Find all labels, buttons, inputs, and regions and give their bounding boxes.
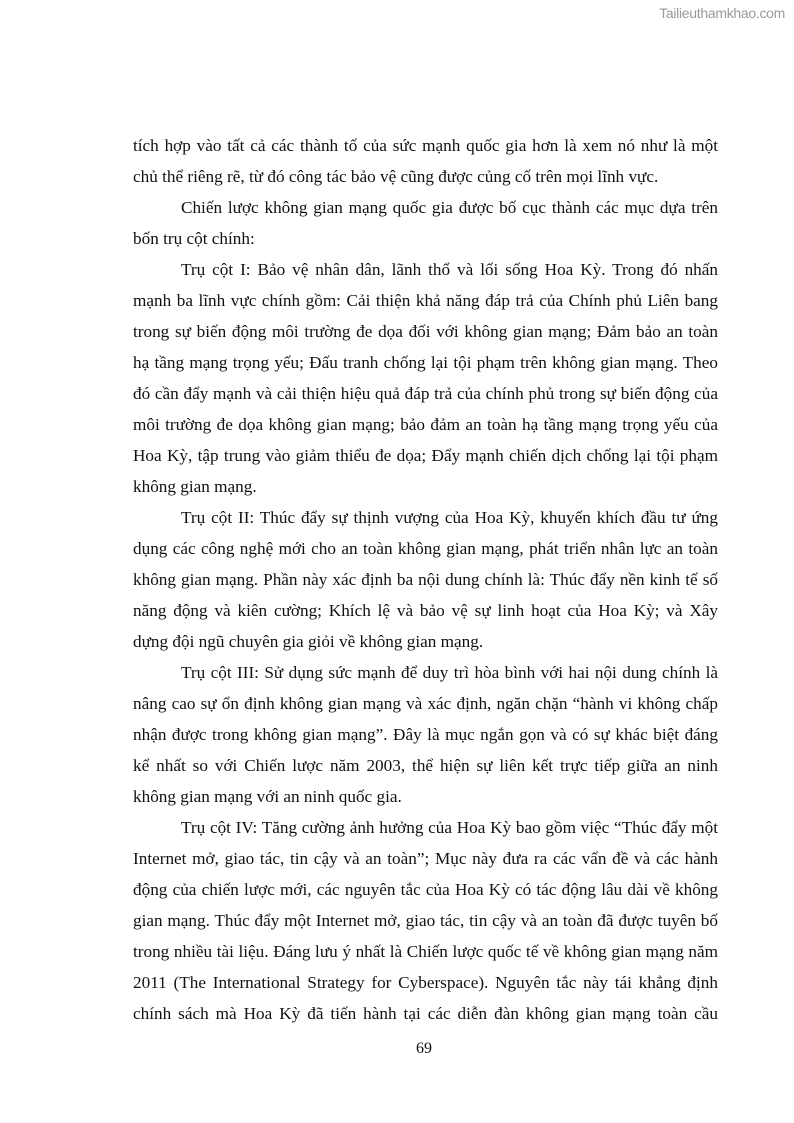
text-line: dụng các công nghệ mới cho an toàn không gian mạng, phát triển nhân lực an toàn <box>133 539 718 558</box>
paragraph <box>133 192 718 254</box>
text-line: Chiến lược không gian mạng quốc gia được bố cục thành các mục dựa trên <box>181 198 718 217</box>
paragraph <box>133 502 718 657</box>
text-line: chủ thể riêng rẽ, từ đó công tác bảo vệ cũng được củng cố trên mọi lĩnh vực. <box>133 167 659 186</box>
text-line: Trụ cột I: Bảo vệ nhân dân, lãnh thổ và lối sống Hoa Kỳ. Trong đó nhấn <box>181 260 718 279</box>
text-line: trong sự biến động môi trường đe dọa đối với không gian mạng; Đảm bảo an toàn <box>133 322 718 341</box>
text-line: chính sách mà Hoa Kỳ đã tiến hành tại các diễn đàn không gian mạng toàn cầu <box>133 1004 718 1023</box>
text-line: Trụ cột IV: Tăng cường ảnh hưởng của Hoa Kỳ bao gồm việc “Thúc đẩy một <box>181 818 718 837</box>
watermark: Tailieuthamkhao.com <box>659 5 785 21</box>
text-line: không gian mạng. Phần này xác định ba nội dung chính là: Thúc đẩy nền kinh tế số <box>133 570 718 589</box>
document-body <box>133 130 718 1029</box>
text-line: tích hợp vào tất cả các thành tố của sức mạnh quốc gia hơn là xem nó như là một <box>133 136 718 155</box>
text-line: 2011 (The International Strategy for Cyberspace). Nguyên tắc này tái khẳng định <box>133 973 718 992</box>
text-line: trong nhiều tài liệu. Đáng lưu ý nhất là Chiến lược quốc tế về không gian mạng năm <box>133 942 718 961</box>
text-line: năng động và kiên cường; Khích lệ và bảo vệ sự linh hoạt của Hoa Kỳ; và Xây <box>133 601 718 620</box>
paragraph <box>133 254 718 502</box>
text-line: gian mạng. Thúc đẩy một Internet mở, giao tác, tin cậy và an toàn đã được tuyên bố <box>133 911 718 930</box>
text-line: không gian mạng với an ninh quốc gia. <box>133 787 402 806</box>
text-line: Trụ cột II: Thúc đẩy sự thịnh vượng của Hoa Kỳ, khuyến khích đầu tư ứng <box>181 508 718 527</box>
text-line: không gian mạng. <box>133 477 257 496</box>
text-line: nâng cao sự ổn định không gian mạng và xác định, ngăn chặn “hành vi không chấp <box>133 694 718 713</box>
text-line: Internet mở, giao tác, tin cậy và an toàn”; Mục này đưa ra các vấn đề và các hành <box>133 849 718 868</box>
page-number: 69 <box>416 1040 432 1057</box>
text-line: nhận được trong không gian mạng”. Đây là mục ngắn gọn và có sự khác biệt đáng <box>133 725 718 744</box>
text-line: Trụ cột III: Sử dụng sức mạnh để duy trì hòa bình với hai nội dung chính là <box>181 663 718 682</box>
text-line: động của chiến lược mới, các nguyên tắc của Hoa Kỳ có tác động lâu dài về không <box>133 880 718 899</box>
text-line: bốn trụ cột chính: <box>133 229 255 248</box>
text-line: đó cần đẩy mạnh và cải thiện hiệu quả đáp trả của chính phủ trong sự biến động của <box>133 384 718 403</box>
text-line: dựng đội ngũ chuyên gia giỏi về không gian mạng. <box>133 632 484 651</box>
text-line: hạ tầng mạng trọng yếu; Đấu tranh chống lại tội phạm trên không gian mạng. Theo <box>133 353 718 372</box>
paragraph <box>133 657 718 812</box>
text-line: Hoa Kỳ, tập trung vào giảm thiểu đe dọa; Đẩy mạnh chiến dịch chống lại tội phạm <box>133 446 718 465</box>
paragraph <box>133 130 718 192</box>
text-line: môi trường đe dọa không gian mạng; bảo đảm an toàn hạ tầng mạng trọng yếu của <box>133 415 718 434</box>
text-line: mạnh ba lĩnh vực chính gồm: Cải thiện khả năng đáp trả của Chính phủ Liên bang <box>133 291 718 310</box>
text-line: kể nhất so với Chiến lược năm 2003, thể hiện sự liên kết trực tiếp giữa an ninh <box>133 756 718 775</box>
paragraph <box>133 812 718 1029</box>
